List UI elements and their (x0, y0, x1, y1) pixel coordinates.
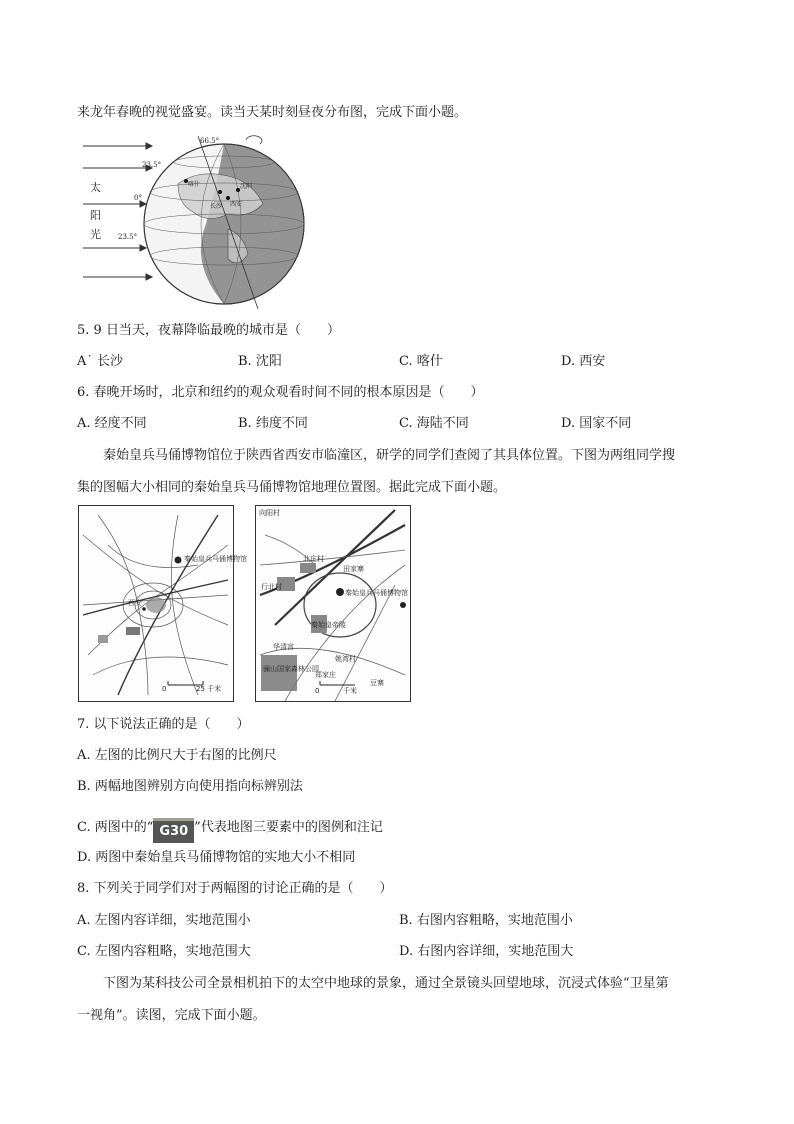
intro-text: 来龙年春晚的视觉盛宴。读当天某时刻昼夜分布图，完成下面小题。 (77, 105, 468, 120)
q7-stem: 7. 以下说法正确的是（ ） (77, 717, 250, 732)
city-label-changsha: 长沙 (210, 203, 223, 210)
intro3-line1: 下图为某科技公司全景相机拍下的太空中地球的景象，通过全景镜头回望地球，沉浸式体验“卫星第 (103, 976, 669, 991)
sun-char-2: 阳 (90, 209, 101, 222)
q8-option-c[interactable]: C. 左图内容粗略，实地范围大 (77, 944, 251, 959)
sun-char-3: 光 (90, 228, 101, 241)
q5-stem: 5. 9 日当天，夜幕降临最晚的城市是（ ） (77, 323, 340, 338)
left-map-scale-label: 25 千米 (196, 685, 222, 693)
q8-option-d[interactable]: D. 右图内容详细，实地范围大 (399, 944, 574, 959)
left-map-figure (78, 505, 247, 702)
q6-option-d[interactable]: D. 国家不同 (561, 416, 632, 431)
right-map-figure (255, 505, 411, 702)
g30-highway-sign: G30 (153, 818, 194, 843)
q5-option-b[interactable]: B. 沈阳 (238, 354, 282, 369)
lat-label-66: 66.5° (200, 137, 220, 145)
intro3-line2: 一视角”。读图，完成下面小题。 (77, 1008, 266, 1023)
q7-option-c-prefix: C. 两图中的“ (77, 820, 154, 835)
q7-option-b[interactable]: B. 两幅地图辨别方向使用指向标辨别法 (77, 779, 303, 794)
q5-option-a[interactable]: A˙ 长沙 (77, 354, 124, 369)
q7-option-c-suffix: ”代表地图三要素中的图例和注记 (194, 820, 383, 835)
right-map-label-tianjiazhai: 田家寨 (343, 565, 364, 573)
q8-stem: 8. 下列关于同学们对于两幅图的讨论正确的是（ ） (77, 881, 393, 896)
q6-option-c[interactable]: C. 海陆不同 (399, 416, 469, 431)
right-map-scale-zero: 0 (315, 687, 320, 695)
q7-option-c[interactable] (77, 818, 383, 843)
intro2-line1: 秦始皇兵马俑博物馆位于陕西省西安市临潼区，研学的同学们查阅了其具体位置。下图为两组同学搜 (103, 448, 676, 463)
left-map-museum-label: 秦始皇兵马俑博物馆 (184, 555, 247, 563)
right-map-label-douzhai: 豆寨 (370, 679, 384, 687)
right-map-label-hangbei: 行北村 (261, 583, 282, 591)
q5-option-c[interactable]: C. 喀什 (399, 354, 443, 369)
q6-option-a[interactable]: A. 经度不同 (77, 416, 147, 431)
right-map-label-huaqing: 华清宫 (273, 643, 294, 651)
day-night-globe-figure (78, 134, 303, 306)
q6-stem: 6. 春晚开场时，北京和纽约的观众观看时间不同的根本原因是（ ） (77, 385, 484, 400)
right-map-label-museum: 秦始皇兵马俑博物馆 (345, 589, 408, 597)
q7-option-d[interactable]: D. 两图中秦始皇兵马俑博物馆的实地大小不相同 (77, 850, 356, 865)
city-label-shenyang: 沈阳 (240, 183, 253, 190)
city-label-kashi: 喀什 (188, 181, 201, 188)
right-map-label-lishan: 骊山国家森林公园 (263, 665, 319, 673)
q8-option-b[interactable]: B. 右图内容粗略，实地范围小 (399, 913, 573, 928)
q7-option-a[interactable]: A. 左图的比例尺大于右图的比例尺 (77, 748, 277, 763)
right-map-label-beizhuang: 北庄村 (303, 555, 324, 563)
left-map-scale-zero: 0 (162, 685, 167, 693)
left-map-xian-label: 西安 (128, 599, 142, 607)
right-map-label-yaowan: 姚湾村 (335, 655, 356, 663)
right-map-label-tomb: 秦始皇帝陵 (311, 621, 346, 629)
right-map-label-xiangyang: 向阳村 (259, 509, 280, 517)
sun-char-1: 太 (90, 181, 101, 194)
q8-option-a[interactable]: A. 左图内容详细，实地范围小 (77, 913, 251, 928)
city-label-xian: 西安 (230, 201, 243, 208)
lat-label-0: 0° (134, 194, 142, 202)
q6-option-b[interactable]: B. 纬度不同 (238, 416, 308, 431)
intro2-line2: 集的图幅大小相同的秦始皇兵马俑博物馆地理位置图。据此完成下面小题。 (77, 480, 507, 495)
lat-label-23s: 23.5° (118, 233, 138, 241)
right-map-scale-label: 千米 (343, 687, 357, 695)
q5-option-d[interactable]: D. 西安 (561, 354, 606, 369)
lat-label-23n: 23.5° (142, 161, 162, 169)
right-map-label-zhengjia: 郑家庄 (315, 671, 336, 679)
